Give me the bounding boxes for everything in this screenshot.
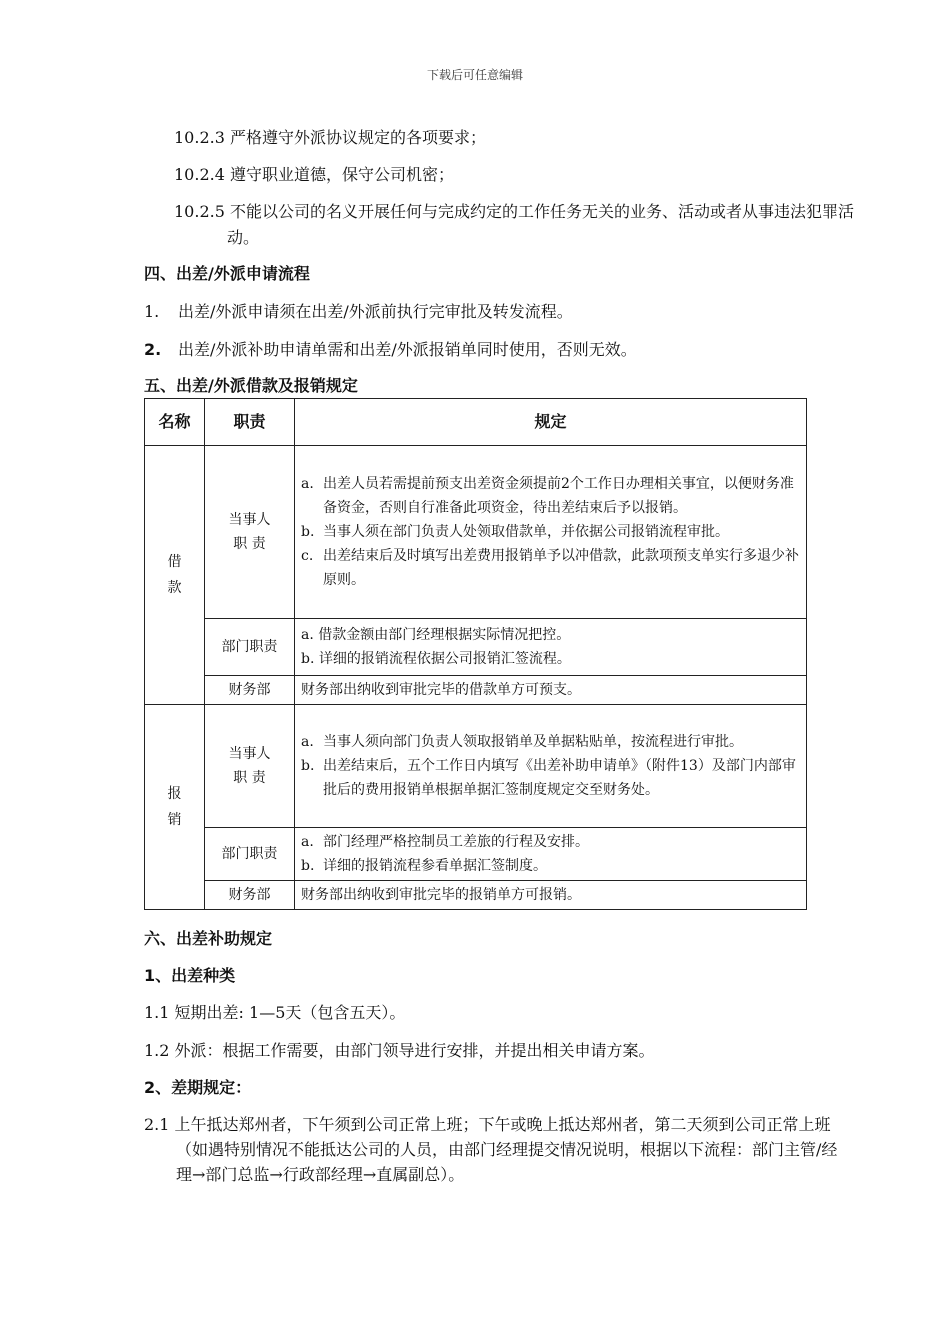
- duty-finance: 财务部: [205, 676, 295, 705]
- list-item: [301, 854, 800, 878]
- item-10-2-3: [174, 125, 486, 151]
- item-number: 1.2: [144, 1041, 170, 1060]
- list-text: 出差人员若需提前预支出差资金须提前2个工作日办理相关事宜，以便财务准备资金，否则自行准备此项资金，待出差结束后予以报销。: [323, 476, 794, 516]
- duty-party: [205, 705, 295, 828]
- list-mark: b.: [301, 858, 315, 874]
- header-name: 名称: [145, 399, 205, 446]
- category-reimburse: [145, 705, 205, 910]
- list-text: 出差结束后，五个工作日内填写《出差补助申请单》（附件13）及部门内部审批后的费用报销单根据单据汇签制度规定交至财务处。: [323, 758, 796, 798]
- section-6-item-1-1: [144, 1000, 405, 1026]
- list-item: [301, 520, 800, 544]
- item-number: 2.1: [144, 1115, 170, 1134]
- table-row: [145, 619, 807, 676]
- category-char: 款: [167, 580, 182, 596]
- section-6-sub2-title: 2、差期规定：: [144, 1078, 252, 1097]
- section-6-title: 六、出差补助规定: [144, 929, 273, 948]
- category-char: 销: [167, 812, 182, 828]
- item-text: 上午抵达郑州者，下午须到公司正常上班；下午或晚上抵达郑州者，第二天须到公司正常上班（如遇特别情况不能抵达公司的人员，由部门经理提交情况说明，根据以下流程：部门主管/经理→部门总监→行政部经理→直属副总）。: [174, 1115, 838, 1184]
- table-row: [145, 446, 807, 619]
- list-text: 当事人须在部门负责人处领取借款单，并依据公司报销流程审批。: [323, 524, 729, 540]
- list-mark: b.: [301, 524, 315, 540]
- rule-cell: [295, 619, 807, 676]
- duty-label: 职 责: [233, 770, 266, 786]
- category-char: 借: [167, 554, 182, 570]
- header-duty: 职责: [205, 399, 295, 446]
- rule-cell: 财务部出纳收到审批完毕的借款单方可预支。: [295, 676, 807, 705]
- list-item: b. 详细的报销流程依据公司报销汇签流程。: [301, 651, 571, 667]
- rule-cell: [295, 446, 807, 619]
- list-item: [301, 544, 800, 592]
- item-number: 1.1: [144, 1003, 170, 1022]
- section-6-item-1-2: [144, 1038, 655, 1064]
- header-rule: 规定: [295, 399, 807, 446]
- section-6-item-2-1: [144, 1112, 838, 1187]
- section-4-title: 四、出差/外派申请流程: [144, 264, 310, 283]
- duty-label: 当事人: [228, 512, 271, 528]
- section-4-item-2: [144, 337, 637, 363]
- table-row: [145, 676, 807, 705]
- list-mark: c.: [301, 548, 314, 564]
- rule-cell: [295, 705, 807, 828]
- rule-cell: 财务部出纳收到审批完毕的报销单方可报销。: [295, 881, 807, 910]
- rule-cell: [295, 828, 807, 881]
- list-mark: a.: [301, 734, 314, 750]
- item-text: 外派：根据工作需要，由部门领导进行安排，并提出相关申请方案。: [174, 1041, 655, 1060]
- item-10-2-5: [174, 199, 859, 251]
- category-char: 报: [167, 786, 182, 802]
- list-item: a. 借款金额由部门经理根据实际情况把控。: [301, 627, 571, 643]
- duty-finance: 财务部: [205, 881, 295, 910]
- table-row: [145, 881, 807, 910]
- duty-dept: 部门职责: [205, 828, 295, 881]
- item-text: 不能以公司的名义开展任何与完成约定的工作任务无关的业务、活动或者从事违法犯罪活动。: [227, 202, 854, 247]
- item-number: 10.2.5: [174, 202, 225, 221]
- item-10-2-4: [174, 162, 454, 188]
- list-text: 详细的报销流程参看单据汇签制度。: [323, 858, 547, 874]
- duty-dept: 部门职责: [205, 619, 295, 676]
- section-4-item-1: [144, 299, 573, 325]
- item-text: 严格遵守外派协议规定的各项要求；: [229, 128, 486, 147]
- duty-label: 当事人: [228, 746, 271, 762]
- category-loan: [145, 446, 205, 705]
- list-item: [301, 472, 800, 520]
- list-mark: a.: [301, 834, 314, 850]
- item-text: 短期出差: 1—5天（包含五天）。: [174, 1003, 406, 1022]
- list-item: [301, 730, 800, 754]
- list-text: 出差结束后及时填写出差费用报销单予以冲借款，此款项预支单实行多退少补原则。: [323, 548, 799, 588]
- item-text: 出差/外派补助申请单需和出差/外派报销单同时使用，否则无效。: [178, 340, 637, 359]
- item-number: 10.2.4: [174, 165, 225, 184]
- table-row: [145, 705, 807, 828]
- section-5-title: 五、出差/外派借款及报销规定: [144, 376, 358, 395]
- duty-party: [205, 446, 295, 619]
- list-mark: a.: [301, 476, 314, 492]
- item-text: 出差/外派申请须在出差/外派前执行完审批及转发流程。: [178, 302, 573, 321]
- list-item: [301, 830, 800, 854]
- list-text: 当事人须向部门负责人领取报销单及单据粘贴单，按流程进行审批。: [323, 734, 743, 750]
- item-number: 1.: [144, 302, 160, 321]
- loan-reimbursement-table: [144, 398, 807, 910]
- list-item: [301, 754, 800, 802]
- table-header-row: [145, 399, 807, 446]
- item-text: 遵守职业道德，保守公司机密；: [229, 165, 454, 184]
- section-6-sub1-title: 1、出差种类: [144, 966, 236, 985]
- list-mark: b.: [301, 758, 315, 774]
- item-number: 2.: [144, 340, 162, 359]
- table-row: [145, 828, 807, 881]
- duty-label: 职 责: [233, 536, 266, 552]
- list-text: 部门经理严格控制员工差旅的行程及安排。: [323, 834, 589, 850]
- item-number: 10.2.3: [174, 128, 225, 147]
- page-header-note: 下载后可任意编辑: [426, 68, 523, 82]
